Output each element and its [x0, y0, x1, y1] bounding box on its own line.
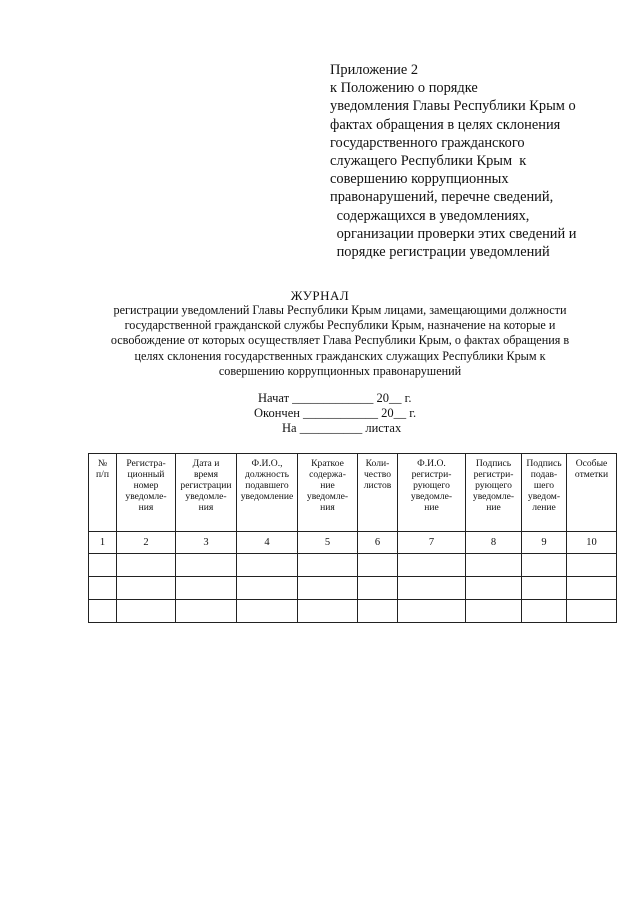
header-special-notes: Особые отметки: [567, 454, 617, 532]
column-number: 9: [522, 532, 567, 554]
empty-cell: [89, 554, 117, 577]
column-number: 8: [466, 532, 522, 554]
header-applicant-signature: Подпись подав- шего уведом- ление: [522, 454, 567, 532]
empty-cell: [176, 554, 237, 577]
appendix-line: уведомления Главы Республики Крым о: [330, 98, 576, 115]
empty-cell: [522, 554, 567, 577]
appendix-line: фактах обращения в целях склонения: [330, 116, 561, 133]
empty-cell: [117, 577, 176, 600]
header-applicant: Ф.И.О., должность подавшего уведомление: [237, 454, 298, 532]
empty-cell: [522, 600, 567, 623]
appendix-line: к Положению о порядке: [330, 80, 478, 97]
empty-cell: [237, 600, 298, 623]
appendix-line: государственного гражданского: [330, 134, 525, 151]
table-row: [89, 600, 617, 623]
appendix-line: организации проверки этих сведений и: [333, 225, 577, 242]
appendix-line: совершению коррупционных: [330, 171, 509, 188]
empty-cell: [567, 600, 617, 623]
description-line: регистрации уведомлений Главы Республики Крым лицами, замещающими должности: [113, 303, 567, 317]
empty-cell: [358, 577, 398, 600]
empty-cell: [522, 577, 567, 600]
empty-cell: [466, 577, 522, 600]
column-number: 7: [398, 532, 466, 554]
table-row: [89, 554, 617, 577]
empty-cell: [89, 600, 117, 623]
appendix-note: [330, 61, 630, 261]
header-registration-number: Регистра- ционный номер уведомле- ния: [117, 454, 176, 532]
column-number: 3: [176, 532, 237, 554]
description-line: совершению коррупционных правонарушений: [218, 363, 462, 378]
appendix-line: правонарушений, перечне сведений,: [330, 189, 554, 206]
header-registration-date: Дата и время регистрации уведомле- ния: [176, 454, 237, 532]
description-line: целях склонения государственных гражданских служащих Республики Крым к: [134, 348, 546, 363]
empty-cell: [237, 577, 298, 600]
journal-finished: Окончен ____________ 20__ г.: [254, 406, 417, 420]
empty-cell: [176, 577, 237, 600]
register-table: [88, 453, 617, 623]
column-number: 2: [117, 532, 176, 554]
column-number: 10: [567, 532, 617, 554]
empty-cell: [176, 600, 237, 623]
appendix-line: порядке регистрации уведомлений: [333, 244, 550, 261]
header-registrar-name: Ф.И.О. регистри- рующего уведомле- ние: [398, 454, 466, 532]
empty-cell: [358, 554, 398, 577]
empty-cell: [358, 600, 398, 623]
empty-cell: [466, 554, 522, 577]
appendix-line: Приложение 2: [330, 62, 419, 78]
journal-sheets: На __________ листах: [282, 421, 402, 435]
empty-cell: [298, 577, 358, 600]
empty-cell: [466, 600, 522, 623]
empty-cell: [398, 577, 466, 600]
column-number: 4: [237, 532, 298, 554]
column-number-row: [89, 532, 617, 554]
empty-cell: [567, 577, 617, 600]
empty-cell: [117, 554, 176, 577]
empty-cell: [567, 554, 617, 577]
journal-started: Начат _____________ 20__ г.: [258, 391, 412, 405]
empty-cell: [237, 554, 298, 577]
empty-cell: [298, 554, 358, 577]
table-row: [89, 577, 617, 600]
column-number: 5: [298, 532, 358, 554]
header-number: № п/п: [89, 454, 117, 532]
header-sheet-count: Коли- чество листов: [358, 454, 398, 532]
description-line: освобождение от которых осуществляет Глава Республики Крым, о фактах обращения в: [110, 333, 570, 348]
empty-cell: [298, 600, 358, 623]
header-registrar-signature: Подпись регистри- рующего уведомле- ние: [466, 454, 522, 532]
empty-cell: [398, 554, 466, 577]
journal-title: ЖУРНАЛ: [290, 288, 350, 303]
header-row: [89, 454, 617, 532]
column-number: 1: [89, 532, 117, 554]
column-number: 6: [358, 532, 398, 554]
empty-cell: [89, 577, 117, 600]
journal-description: [60, 303, 620, 379]
description-line: государственной гражданской службы Республики Крым, назначение на которые и: [124, 318, 556, 333]
header-summary: Краткое содержа- ние уведомле- ния: [298, 454, 358, 532]
empty-cell: [117, 600, 176, 623]
empty-cell: [398, 600, 466, 623]
appendix-line: содержащихся в уведомлениях,: [333, 207, 530, 224]
appendix-line: служащего Республики Крым к: [330, 153, 527, 170]
